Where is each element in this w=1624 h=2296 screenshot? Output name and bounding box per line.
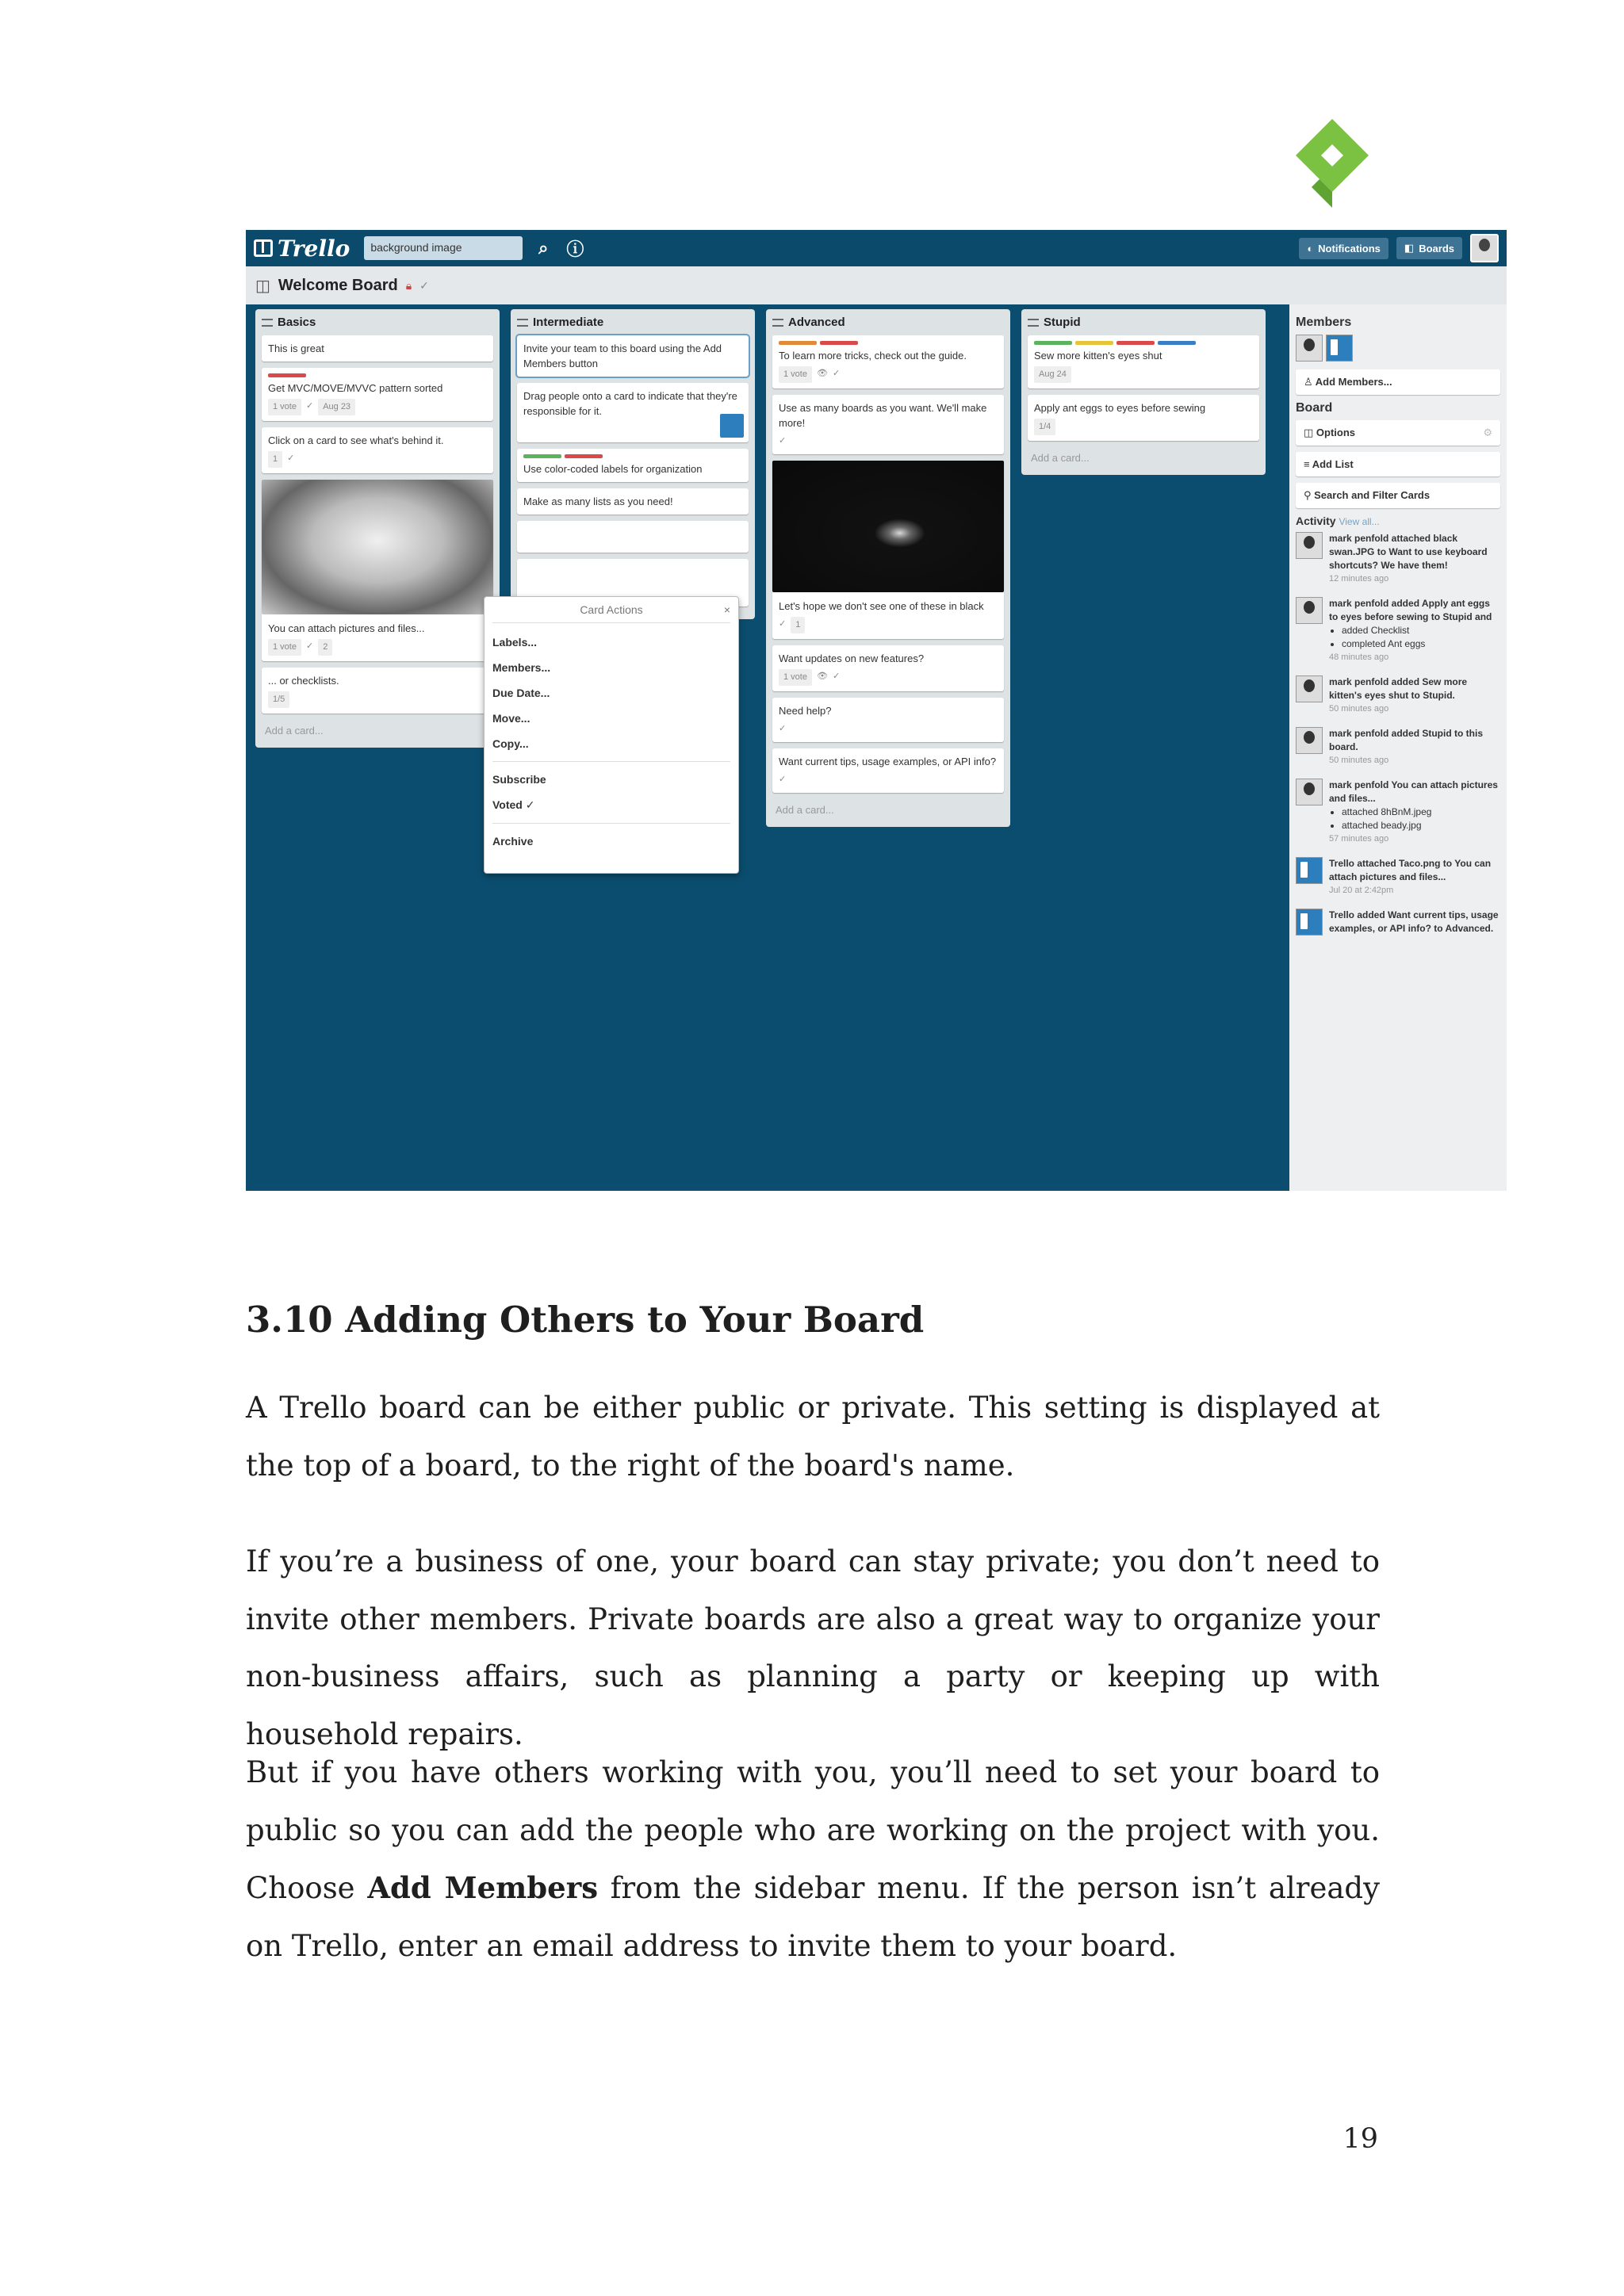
label-green [1034, 341, 1072, 345]
card[interactable]: Drag people onto a card to indicate that they're responsible for it. [517, 383, 749, 442]
activity-item: mark penfold added Apply ant eggs to eyes before sewing to Stupid and • added Checklist • completed Ant eggs 48 minutes ago [1296, 597, 1500, 664]
list-intermediate [511, 309, 755, 619]
card-image-sketch [262, 480, 493, 614]
activity-item: mark penfold You can attach pictures and files... • attached 8hBnM.jpeg • attached beady.jpg 57 minutes ago [1296, 779, 1500, 846]
add-card-link[interactable]: Add a card... [776, 804, 834, 816]
activity-item: mark penfold attached black swan.JPG to Want to use keyboard shortcuts? We have them! 12 minutes ago [1296, 532, 1500, 586]
list-title: Intermediate [533, 316, 604, 329]
check-icon: ✓ [832, 672, 841, 681]
page-number: 19 [1342, 2123, 1378, 2155]
add-members-emphasis: Add Members [367, 1870, 599, 1905]
trello-member-avatar[interactable] [1326, 335, 1353, 362]
menu-item-archive[interactable]: Archive [492, 835, 534, 848]
add-list-button[interactable]: ≡ Add List [1296, 452, 1500, 476]
card[interactable]: Want current tips, usage examples, or API info? ✓ [772, 748, 1004, 793]
label-red [268, 373, 306, 377]
attachment-badge: 2 [318, 639, 332, 656]
checklist-badge: 1/5 [268, 691, 289, 708]
options-icon: ◫ [1304, 427, 1316, 438]
publisher-logo-icon [1296, 119, 1369, 208]
card[interactable]: This is great [262, 335, 493, 362]
check-icon: ✓ [305, 401, 314, 411]
member-avatar[interactable] [1296, 335, 1323, 362]
list-title: Stupid [1044, 316, 1081, 329]
card[interactable]: Make as many lists as you need! [517, 488, 749, 515]
trello-member-avatar[interactable] [1296, 909, 1323, 936]
checklist-badge: 1/4 [1034, 419, 1055, 435]
card[interactable]: Invite your team to this board using the Add Members button [517, 335, 749, 377]
paragraph-1: A Trello board can be either public or private. This setting is displayed at the top of a board, to the right of the board's name. [246, 1391, 1380, 1483]
search-filter-button[interactable]: ⚲ Search and Filter Cards [1296, 483, 1500, 508]
activity-heading: Activity [1296, 515, 1336, 527]
check-icon: ✓ [779, 619, 787, 629]
member-avatar[interactable] [1296, 675, 1323, 702]
card[interactable]: Get MVC/MOVE/MVVC pattern sorted 1 vote ✓ Aug 23 [262, 368, 493, 421]
view-all-link[interactable]: View all... [1339, 516, 1380, 527]
close-icon[interactable]: × [723, 603, 730, 616]
board-icon: ◫ [255, 277, 270, 295]
comment-badge: 1 [268, 451, 282, 468]
list-menu-icon[interactable] [517, 319, 528, 327]
trello-member-icon [720, 414, 744, 438]
board-heading: Board [1296, 401, 1333, 415]
add-card-link[interactable]: Add a card... [265, 725, 324, 737]
label-orange [779, 341, 817, 345]
card[interactable]: Use color-coded labels for organization [517, 449, 749, 482]
voted-check-icon: ✓ [419, 278, 429, 292]
menu-item-due-date[interactable]: Due Date... [492, 687, 550, 699]
member-avatar[interactable] [1296, 532, 1323, 559]
card[interactable]: Sew more kitten's eyes shut Aug 24 [1028, 335, 1259, 388]
label-blue [1158, 341, 1196, 345]
person-icon: ♙ [1304, 376, 1316, 388]
card[interactable]: Need help? ✓ [772, 698, 1004, 742]
member-avatar[interactable] [1296, 779, 1323, 806]
activity-item: Trello added Want current tips, usage examples, or API info? to Advanced. [1296, 909, 1500, 936]
notifications-button[interactable]: ◐ Notifications [1299, 238, 1388, 259]
list-title: Basics [278, 316, 316, 329]
list-basics [255, 309, 500, 748]
card[interactable]: Use as many boards as you want. We'll make more! ✓ [772, 395, 1004, 454]
vote-badge: 1 vote [779, 669, 812, 686]
activity-item: mark penfold added Sew more kitten's eyes shut to Stupid. 50 minutes ago [1296, 675, 1500, 716]
card[interactable]: You can attach pictures and files... 1 vote ✓ 2 [262, 480, 493, 661]
popup-title: Card Actions [580, 603, 643, 616]
member-avatar[interactable] [1296, 727, 1323, 754]
trello-topbar [246, 230, 1507, 266]
menu-item-labels[interactable]: Labels... [492, 636, 538, 649]
label-red [1116, 341, 1155, 345]
options-button[interactable]: ◫ Options ⚙ [1296, 420, 1500, 446]
eye-icon: 👁︎ [816, 369, 828, 378]
list-stupid [1021, 309, 1266, 475]
trello-logo[interactable]: Trello [254, 235, 350, 262]
boards-icon: ◧ [1404, 242, 1415, 254]
menu-item-copy[interactable]: Copy... [492, 737, 529, 750]
private-lock-icon[interactable]: 🔒︎ [405, 278, 412, 292]
menu-item-subscribe[interactable]: Subscribe [492, 773, 546, 786]
label-red [565, 454, 603, 458]
card[interactable]: Want updates on new features? 1 vote 👁︎ ✓ [772, 645, 1004, 691]
members-heading: Members [1296, 316, 1352, 329]
activity-item: Trello attached Taco.png to You can attach pictures and files... Jul 20 at 2:42pm [1296, 857, 1500, 897]
attachment-badge: 1 [791, 617, 805, 633]
check-icon: ✓ [779, 436, 787, 446]
search-icon[interactable]: ⌕ [538, 238, 549, 258]
list-menu-icon[interactable] [772, 319, 783, 327]
vote-badge: 1 vote [268, 639, 301, 656]
label-yellow [1075, 341, 1113, 345]
card-actions-popup [484, 596, 739, 874]
card[interactable] [517, 521, 749, 553]
check-icon: ✓ [779, 724, 787, 733]
board-title[interactable]: Welcome Board [278, 276, 398, 294]
check-icon: ✓ [779, 775, 787, 784]
member-avatar[interactable] [1296, 597, 1323, 624]
activity-item: mark penfold added Stupid to this board. 50 minutes ago [1296, 727, 1500, 767]
eye-icon: 👁︎ [816, 672, 828, 681]
check-icon: ✓ [832, 369, 841, 378]
paragraph-2: If you’re a business of one, your board can stay private; you don’t need to invite other members. Private boards are also a great way to organize your non-business affairs, such as planning a party or keeping up with household repairs. [246, 1544, 1380, 1751]
label-green [523, 454, 561, 458]
check-icon: ✓ [305, 641, 314, 651]
vote-badge: 1 vote [779, 366, 812, 383]
due-date-badge: Aug 24 [1034, 366, 1071, 383]
card[interactable]: Let's hope we don't see one of these in black ✓ 1 [772, 461, 1004, 639]
list-icon: ≡ [1304, 458, 1312, 470]
filter-icon: ⚲ [1304, 489, 1315, 501]
list-advanced [766, 309, 1010, 827]
add-card-link[interactable]: Add a card... [1031, 452, 1090, 464]
list-menu-icon[interactable] [262, 319, 273, 327]
boards-button[interactable]: ◧ Boards [1396, 237, 1462, 259]
vote-badge: 1 vote [268, 399, 301, 415]
board-canvas [251, 304, 1281, 1184]
card[interactable]: ... or checklists. 1/5 [262, 668, 493, 714]
menu-item-voted[interactable]: Voted ✓ [492, 798, 535, 811]
search-input[interactable]: background image [364, 236, 523, 260]
info-icon[interactable]: ⓘ [566, 239, 584, 259]
board-header [246, 266, 1507, 304]
card[interactable]: Click on a card to see what's behind it. 1 ✓ [262, 427, 493, 473]
trello-screenshot [246, 230, 1507, 1191]
user-avatar[interactable] [1470, 234, 1499, 262]
trello-member-avatar[interactable] [1296, 857, 1323, 884]
list-title: Advanced [788, 316, 845, 329]
card-image-black-swan [772, 461, 1004, 592]
board-sidebar [1289, 304, 1507, 1191]
check-icon: ✓ [287, 453, 295, 463]
trello-logo-icon [254, 239, 273, 257]
due-date-badge: Aug 23 [318, 399, 355, 415]
menu-item-members[interactable]: Members... [492, 661, 551, 674]
label-red [820, 341, 858, 345]
add-members-button[interactable]: ♙ Add Members... [1296, 369, 1500, 395]
menu-item-move[interactable]: Move... [492, 712, 530, 725]
notifications-icon: ◐ [1307, 242, 1314, 254]
section-heading: 3.10 Adding Others to Your Board [246, 1299, 925, 1341]
card[interactable]: To learn more tricks, check out the guide. 1 vote 👁︎ ✓ [772, 335, 1004, 388]
list-menu-icon[interactable] [1028, 319, 1039, 327]
card[interactable]: Apply ant eggs to eyes before sewing 1/4 [1028, 395, 1259, 441]
gear-icon: ⚙ [1483, 427, 1492, 438]
paragraph-3: But if you have others working with you, you’ll need to set your board to public so you can add the people who are working on the project with you. Choose Add Members from the sidebar menu. If the person isn’t already on Trello, enter an email address to invite them to your board. [246, 1755, 1380, 1963]
